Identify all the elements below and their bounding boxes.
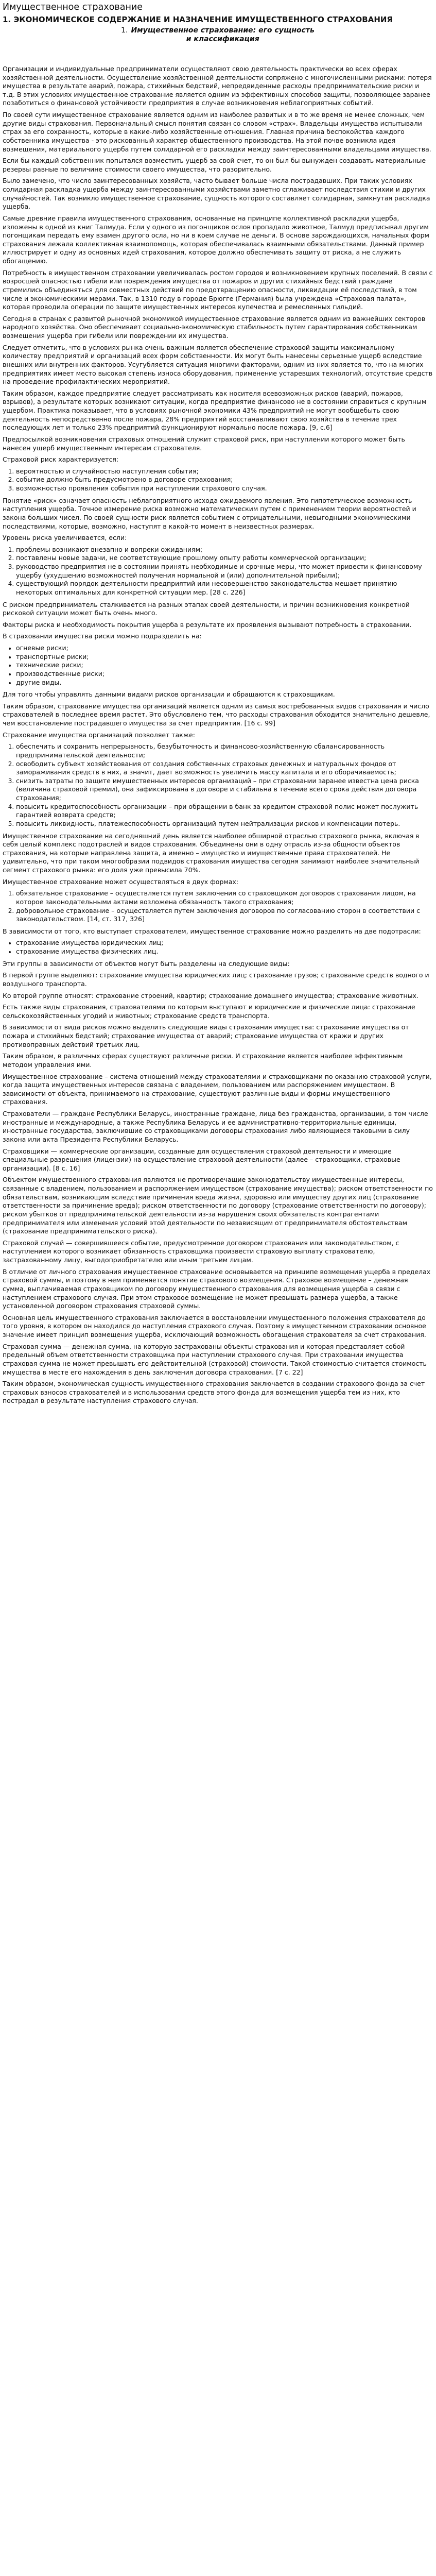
list-item: • транспортные риски; — [16, 653, 433, 662]
paragraph: Таким образом, каждое предприятие следует рассматривать как носителя всевозможных рисков (аварий, пожаров, взрывов), а результате которых возникают ситуации, когда предприятие финансово не в состоянии справиться с крупным ущербом. Практика показывает, что в условиях рыночной экономики 43% предприятий не могут вообщебыть свою деятельность непосредственно после пожара, 28% предприятий восстанавливают свою хозяйства в течение трех последующих лет и только 23% предприятий функционируют нормально после пожара. [9, с.6] — [3, 389, 427, 432]
list-item: 2. добровольное страхование – осуществляется путем заключения договоров по согласованию сторон в соответствии с законодательством. [14, ст. 317, 326] — [16, 907, 433, 924]
paragraph: Потребность в имущественном страховании увеличивалась ростом городов и возникновением крупных поселений. В связи с возросшей опасностью гибели или повреждения имущества от пожаров и других стихийных бедствий граждане стремились объединяться для совместных действий по предотвращению опасности, ликвидации её последствий, в том числе и экономическими мерами. Так, в 1310 году в городе Брюгге (Германия) была учреждена «Страховая палата», которая проводила операции по защите имущественных интересов купечества и ремесленных гильдий. — [3, 268, 433, 311]
paragraph: В зависимости от того, кто выступает страхователем, имущественное страхование можно разделить на две подотрасли: — [3, 927, 421, 935]
paragraph: Таким образом, экономическая сущность имущественного страхования заключается в создании страхового фонда за счет страховых взносов страхователей и в использовании средств этого фонда для возмещения ущерба тем из них, кто пострадал в результате наступления страхового случая. — [3, 1380, 425, 1405]
list-item: 4. повысить кредитоспособность организации – при обращении в банк за кредитом страховой полис может послужить гарантией возврата средств; — [16, 803, 433, 820]
list-item: 4. существующий порядок деятельности предприятий или несовершенство законодательства мешает принятию некоторых оптимальных для конкретной ситуации мер. [28 с. 226] — [16, 580, 433, 597]
list-item: 1. обязательное страхование – осуществляется путем заключения со страховщиком договоров страхования лицом, на которое законодательными актами возложена обязанность такого страхования; — [16, 889, 433, 906]
paragraph: С риском предприниматель сталкивается на разных этапах своей деятельности, и причин возникновения конкретной рисковой ситуации может быть очень много. — [3, 600, 410, 617]
list-item: 3. снизить затраты по защите имущественных интересов организаций – при страховании заранее известна цена риска (величина страховой премии), она зафиксирована в договоре и стабильна в течение всего срока действия договора страхования; — [16, 777, 433, 803]
section-title-line-1: Имущественное страхование: его сущность — [131, 26, 315, 35]
paragraph: Организации и индивидуальные предприниматели осуществляют свою деятельность практически во всех сферах хозяйственной деятельности. Осуществление хозяйственной деятельности сопряжено с многочисленными рисками: потеря имущества в результате аварий, пожара, стихийных бедствий, непредвиденные расходы предпринимательские риски и т.д. В этих условиях имущественное страхование является одним из эффективных способов защиты, позволяющее заранее позаботиться о финансовой устойчивости предприятия в случае возникновения неблагоприятных событий. — [3, 64, 432, 107]
list-item: 2. поставлены новые задачи, не соответствующие прошлому опыту работы коммерческой организации; — [16, 554, 433, 563]
document-title: Имущественное страхование — [3, 2, 143, 12]
list-item: • страхование имущества физических лиц. — [16, 947, 433, 956]
paragraph: Понятие «риск» означает опасность неблагоприятного исхода ожидаемого явления. Это гипотетическое возможность наступления ущерба. Точное измерение риска возможно математическим путем с применением теории вероятностей и закона больших чисел. По своей сущности риск является событием с отрицательными, невыгодными экономическими последствиями, которые, возможно, наступят в какой-то момент в неизвестных размерах. — [3, 496, 416, 530]
list-item: 5. повысить ликвидность, платежеспособность организаций путем нейтрализации рисков и компенсации потерь. — [16, 820, 433, 828]
numbered-list — [3, 742, 433, 828]
paragraph: Имущественное страхование – система отношений между страхователями и страховщиками по оказанию страховой услуги, когда защита имущественных интересов связана с владением, пользованием или распоряжением имуществом. В зависимости от объекта, принимаемого на страхование, существуют различные виды и формы имущественного страхования. — [3, 1072, 432, 1106]
numbered-list — [3, 467, 433, 493]
chapter-title: 1. ЭКОНОМИЧЕСКОЕ СОДЕРЖАНИЕ И НАЗНАЧЕНИЕ ИМУЩЕСТВЕННОГО СТРАХОВАНИЯ — [3, 14, 393, 24]
numbered-list — [3, 546, 433, 597]
list-item: 2. событие должно быть предусмотрено в договоре страхования; — [16, 476, 433, 484]
paragraph: По своей сути имущественное страхование является одним из наиболее развитых и в то же время не менее сложных, чем другие виды страхования. Первоначальный смысл понятия связан со словом «страх». Владельцы имущества испытывали страх за его сохранность, которые в какие-либо хозяйственные отношения. Главная причина беспокойства каждого собственника имущества - это рискованный характер общественного производства. На этой почве возникла идея возмещения, материального ущерба путем солидарной его раскладки между заинтересованными владельцами имущества. — [3, 111, 431, 153]
document-body — [3, 65, 433, 1405]
paragraph: Если бы каждый собственник попытался возместить ущерб за свой счет, то он был бы вынужден создавать материальные резервы равные по величине стоимости своего имущества, что разорительно. — [3, 157, 426, 173]
paragraph: В отличие от личного страхования имущественное страхование основывается на принципе возмещения ущерба в пределах страховой суммы, и поэтому в нем применяется понятие страхового возмещения. Страховое возмещение – денежная сумма, выплачиваемая страховщиком по договору имущественного страхования для возмещения ущерба в связи с наступлением страхового случая. При этом страховое возмещение не может превышать размера ущерба, а также установленной договором страхования страховой суммы. — [3, 1267, 431, 1310]
paragraph: Следует отметить, что в условиях рынка очень важным является обеспечение страховой защиты максимальному количеству предприятий и организаций всех форм собственности. Их могут быть нанесены серьезные ущерб вследствие внешних или внутренних факторов. Усугубляется ситуация многими факторами, одним из них является то, что на многих предприятиях имеет место высокая степень износа оборудования, применение устаревших технологий, отсутствие средств на проведение профилактических мероприятий. — [3, 343, 433, 386]
paragraph: Было замечено, что число заинтересованных хозяйств, часто бывает больше числа пострадавших. При таких условиях солидарная раскладка ущерба между заинтересованными хозяйствами заметно сглаживает последствия стихии и других случайностей. Так возникло имущественное страхование, сущность которого составляет солидарная, замкнутая раскладка ущерба. — [3, 177, 430, 211]
list-item: 3. возможностью проявления события при наступлении страхового случая. — [16, 484, 433, 493]
paragraph: Страхователи — граждане Республики Беларусь, иностранные граждане, лица без гражданства, организации, в том числе иностранные и международные, а также Республика Беларусь и ее административно-территориальные единицы, иностранные государства, заключившие со страховщиками договоры страхования либо являющиеся таковыми в силу закона или акта Президента Республики Беларусь. — [3, 1110, 428, 1143]
paragraph: Страхование имущества организаций позволяет также: — [3, 731, 195, 739]
paragraph: Страховщики — коммерческие организации, созданные для осуществления страховой деятельности и имеющие специальные разрешения (лицензии) на осуществление страховой деятельности (далее – страховщики, страховые организации). [8 с. 16] — [3, 1147, 400, 1172]
section-title — [3, 26, 433, 44]
paragraph: В зависимости от вида рисков можно выделить следующие виды страхования имущества: страхование имущества от пожара и стихийных бедствий; страхование имущества от аварий; страхование имущества от кражи и других противоправных действий третьих лиц. — [3, 1023, 409, 1048]
paragraph: Имущественное страхование может осуществляться в двух формах: — [3, 877, 239, 886]
paragraph: Объектом имущественного страхования являются не противоречащие законодательству имущественные интересы, связанные с владением, пользованием и распоряжением имуществом (страхование имущества); риском ответственности по обязательствам, возникающим вследствие причинения вреда жизни, здоровью или имуществу других лиц (страхование ответственности за причинение вреда); риском ответственности по договору (страхование ответственности по договору); риском убытков от предпринимательской деятельности из-за нарушения своих обязательств контрагентами предпринимателя или изменения условий этой деятельности по независящим от предпринимателя обстоятельствам (страхование предпринимательского риска). — [3, 1176, 433, 1235]
list-item: • огневые риски; — [16, 644, 433, 653]
paragraph: Страховой риск характеризуется: — [3, 455, 119, 464]
paragraph: Страховой случай — совершившееся событие, предусмотренное договором страхования или законодательством, с наступлением которого возникает обязанность страховщика произвести страховую выплату страхователю, застрахованному лицу, выгодоприобретателю или иным третьим лицам. — [3, 1239, 399, 1264]
paragraph: Факторы риска и необходимость покрытия ущерба в результате их проявления вызывают потребность в страховании. — [3, 620, 412, 629]
paragraph: Самые древние правила имущественного страхования, основанные на принципе коллективной раскладки ущерба, изложены в одной из книг Талмуда. Если у одного из погонщиков ослов пропадало животное, Талмуд предписывал другим погонщикам передать ему взамен другого осла, но ни в коем случае не деньги. В основе зарождающихся, начальных форм страхования лежала коллективная взаимопомощь, которая обеспечивалась взаимными обязательствами. Данный пример иллюстрирует и одну из основных идей страхования, которое должно обеспечивать защиту от риска, а не служить обогащению. — [3, 214, 429, 265]
paragraph: Имущественное страхование на сегодняшний день является наиболее обширной отраслью страхового рынка, включая в себя целый комплекс подотраслей и видов страхования. Объединены они в одну отрасль из-за общности объектов страхования, на которые направлена защита, а именно – имущество и имущественные права страхователей. Не удивительно, что при таком многообразии подвидов страхования имущества сегодня занимают наиболее значительный сегмент страхового рынка: его доля уже превысила 70%. — [3, 832, 420, 874]
list-item: • производственные риски; — [16, 670, 433, 679]
list-item: 1. проблемы возникают внезапно и вопреки ожиданиям; — [16, 546, 433, 554]
paragraph: Таким образом, страхование имущества организаций является одним из самых востребованных видов страхования и число страхователей в последнее время растет. Это обусловлено тем, что расходы страхования обходится значительно дешевле, чем восстановление пострадавшего имущества за счет предприятия. [16 с. 99] — [3, 702, 430, 727]
list-item: • другие виды. — [16, 679, 433, 687]
section-number: 1. — [121, 26, 128, 35]
paragraph: Сегодня в странах с развитой рыночной экономикой имущественное страхование является одним из важнейших секторов народного хозяйства. Оно обеспечивает социально-экономическую стабильность путем гарантирования собственникам возмещения ущерба при гибели или повреждении их имущества. — [3, 314, 426, 340]
section-title-line-2: и классификация — [186, 35, 259, 44]
paragraph: Таким образом, в различных сферах существуют различные риски. И страхование является наиболее эффективным методом управления ими. — [3, 1052, 403, 1069]
paragraph: Предпосылкой возникновения страховых отношений служит страховой риск, при наступлении которого может быть нанесен ущерб имущественным интересам страхователя. — [3, 435, 405, 452]
list-item: • страхование имущества юридических лиц; — [16, 939, 433, 947]
section-title-lines — [131, 26, 314, 44]
bulleted-list — [3, 939, 433, 956]
bulleted-list — [3, 644, 433, 687]
list-item: 1. вероятностью и случайностью наступления события; — [16, 467, 433, 476]
paragraph: Для того чтобы управлять данными видами рисков организации и обращаются к страховщикам. — [3, 690, 335, 699]
paragraph: Страховая сумма — денежная сумма, на которую застрахованы объекты страхования и которая представляет собой предельный объем ответственности страховщика при наступлении страхового случая. При страховании имущества страховая сумма не может превышать его действительной (страховой) стоимости. Такой стоимостью считается стоимость имущества в месте его нахождения в день заключения договора страхования. [7 с. 22] — [3, 1342, 427, 1376]
numbered-list — [3, 889, 433, 924]
paragraph: Основная цель имущественного страхования заключается в восстановлении имущественного положения страхователя до того уровня, в котором он находился до наступления страхового случая. Поэтому в имущественном страховании основное значение имеет принцип возмещения ущерба, исключающий возможность обогащения страхователя за счет страхования. — [3, 1313, 426, 1338]
list-item: 1. обеспечить и сохранить непрерывность, безубыточность и финансово-хозяйственную сбалансированность предпринимательской деятельности; — [16, 742, 433, 759]
list-item: 3. руководство предприятия не в состоянии принять необходимые и срочные меры, что может привести к финансовому ущербу (ухудшению возможностей получения нормальной и (или) дополнительной прибыли); — [16, 563, 433, 580]
paragraph: Эти группы в зависимости от объектов могут быть разделены на следующие виды: — [3, 959, 290, 968]
paragraph: Есть также виды страхования, страхователями по которым выступают и юридические и физические лица: страхование сельскохозяйственных угодий и животных; страхование средств транспорта. — [3, 1003, 415, 1020]
paragraph: Уровень риска увеличивается, если: — [3, 534, 127, 542]
list-item: • технические риски; — [16, 661, 433, 670]
paragraph: В первой группе выделяют: страхование имущества юридических лиц; страхование грузов; страхование средств водного и воздушного транспорта. — [3, 971, 429, 988]
paragraph: Ко второй группе относят: страхование строений, квартир; страхование домашнего имущества; страхование животных. — [3, 991, 418, 999]
paragraph: В страховании имущества риски можно подразделить на: — [3, 632, 202, 640]
list-item: 2. освободить субъект хозяйствования от создания собственных страховых денежных и натуральных фондов от замораживания средств в них, а значит, дает возможность увеличить массу капитала и его оборачиваемость; — [16, 760, 433, 777]
